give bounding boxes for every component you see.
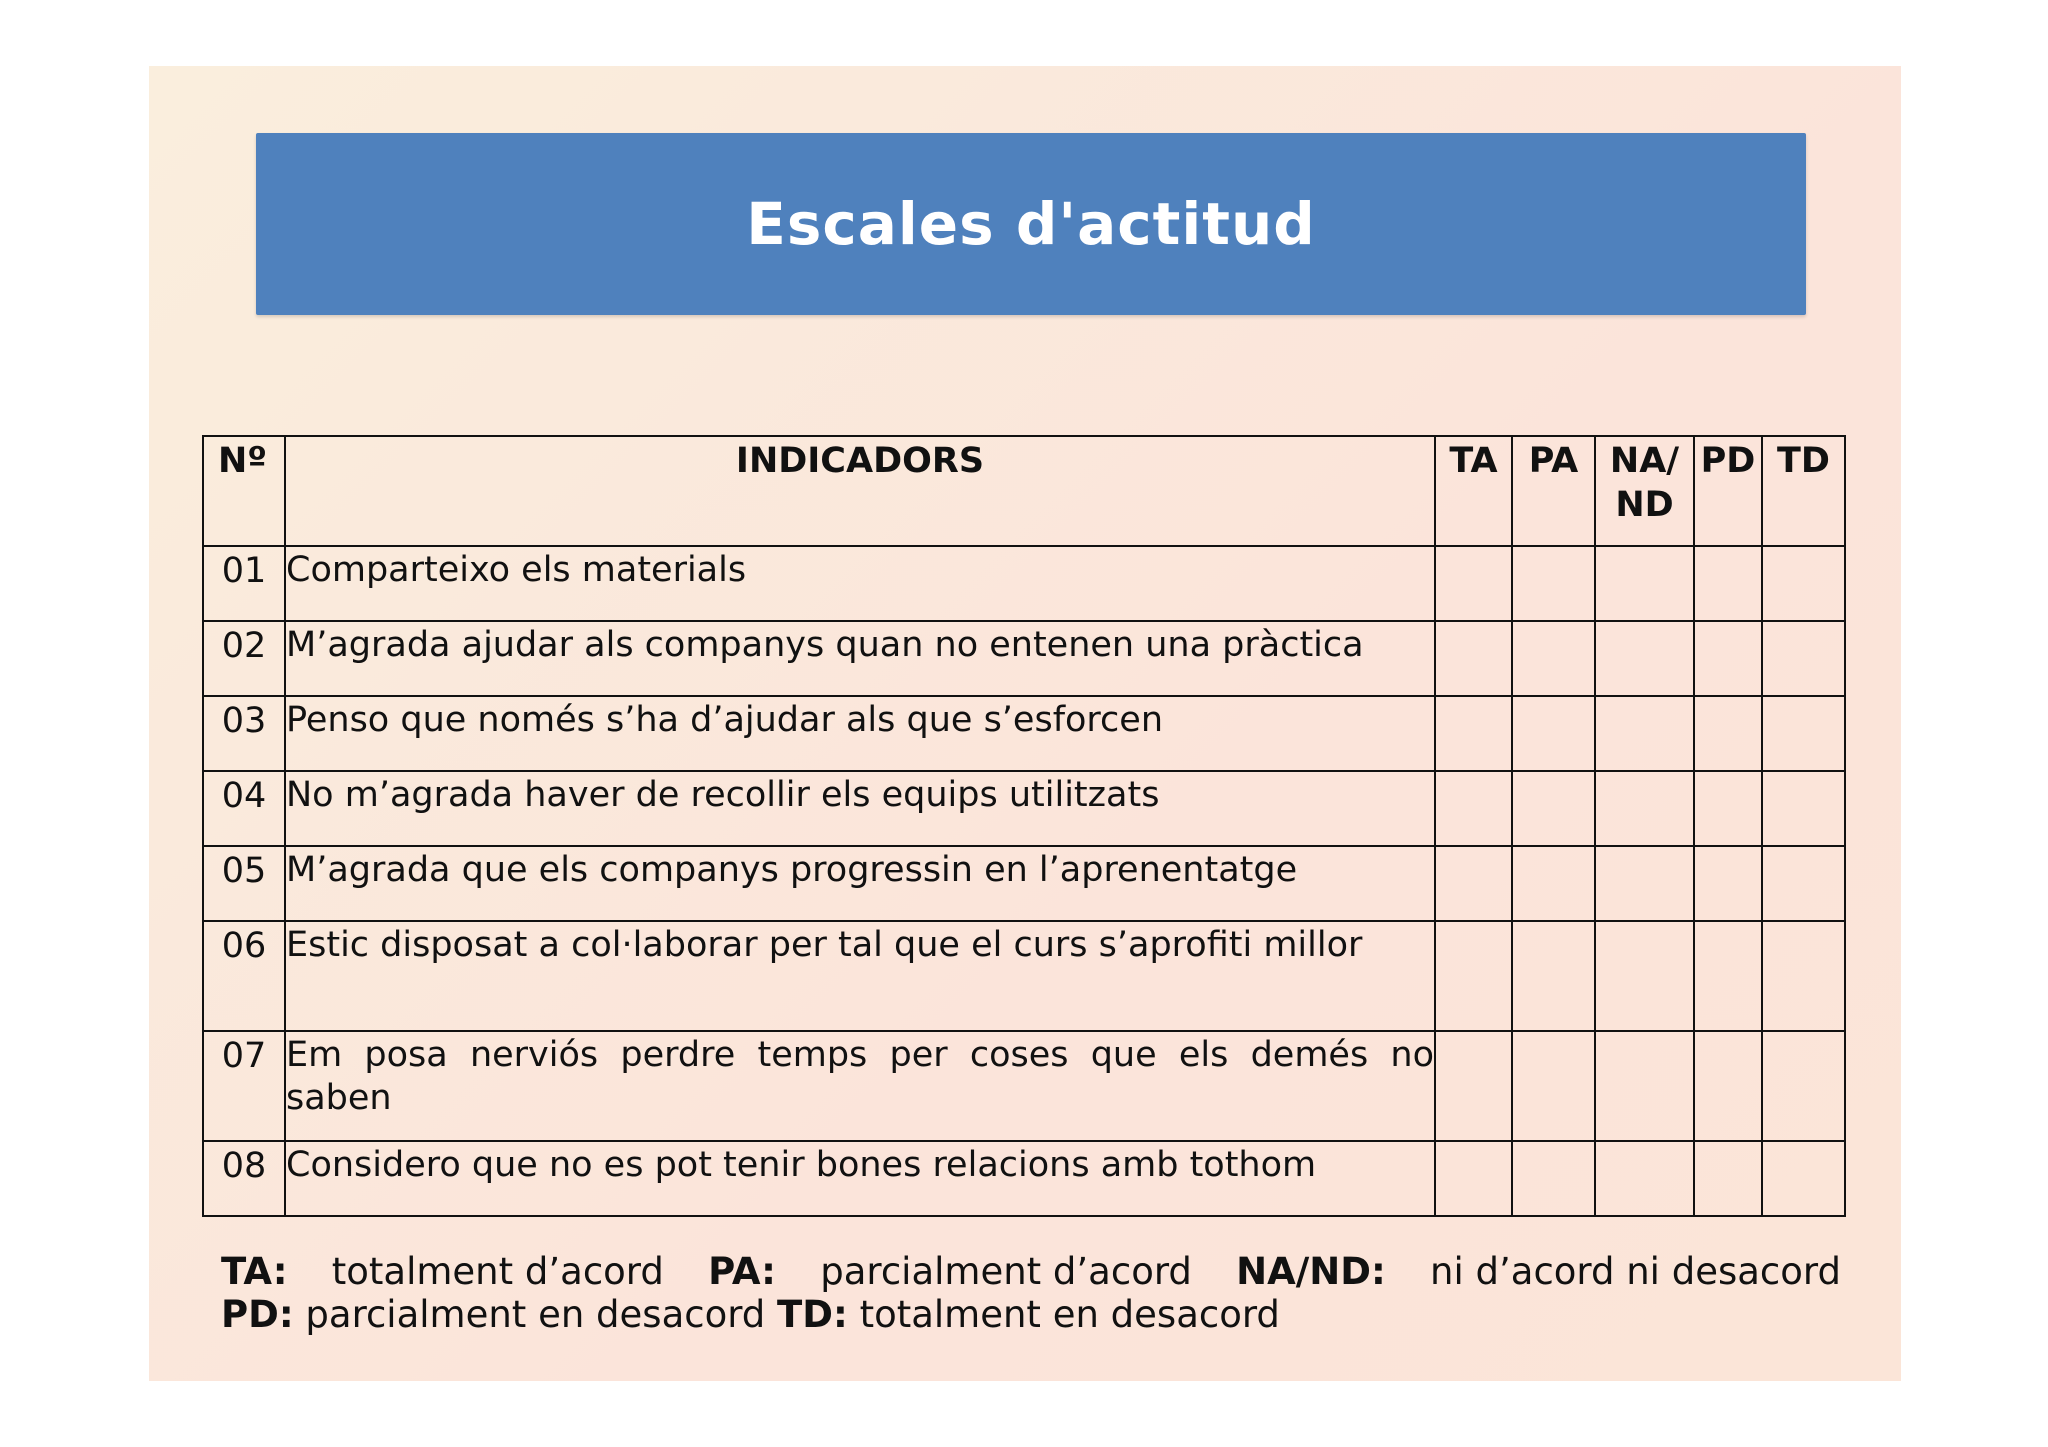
header-ta: TA [1435,436,1512,546]
table-row [203,621,1845,696]
cell-pd[interactable] [1694,921,1762,1031]
row-number: 01 [203,546,285,621]
cell-ta[interactable] [1435,1141,1512,1216]
page-title: Escales d'actitud [746,190,1316,258]
cell-na-nd[interactable] [1595,1031,1694,1141]
legend-pd-text: parcialment en desacord [305,1293,766,1336]
row-indicator: M’agrada ajudar als companys quan no entenen una pràctica [285,621,1435,696]
row-number: 07 [203,1031,285,1141]
cell-pd[interactable] [1694,546,1762,621]
row-number: 02 [203,621,285,696]
title-banner [256,133,1806,315]
legend-nand-key: NA/ND: [1236,1250,1386,1293]
row-number: 05 [203,846,285,921]
legend-pd-key: PD: [221,1293,294,1336]
row-indicator: No m’agrada haver de recollir els equips utilitzats [285,771,1435,846]
row-number: 08 [203,1141,285,1216]
cell-pd[interactable] [1694,1141,1762,1216]
header-indicators: INDICADORS [285,436,1435,546]
cell-pd[interactable] [1694,621,1762,696]
header-pa: PA [1512,436,1595,546]
cell-ta[interactable] [1435,1031,1512,1141]
legend-td-text: totalment en desacord [859,1293,1280,1336]
row-indicator: Penso que només s’ha d’ajudar als que s’esforcen [285,696,1435,771]
row-indicator: Considero que no es pot tenir bones relacions amb tothom [285,1141,1435,1216]
row-number: 06 [203,921,285,1031]
table-header-row [203,436,1845,546]
legend-line-1 [221,1250,1841,1293]
cell-ta[interactable] [1435,921,1512,1031]
table-row [203,846,1845,921]
cell-pa[interactable] [1512,921,1595,1031]
legend [221,1250,1841,1336]
cell-td[interactable] [1762,546,1845,621]
cell-na-nd[interactable] [1595,696,1694,771]
row-number: 04 [203,771,285,846]
cell-na-nd[interactable] [1595,1141,1694,1216]
header-na-nd [1595,436,1694,546]
cell-na-nd[interactable] [1595,546,1694,621]
cell-td[interactable] [1762,846,1845,921]
cell-na-nd[interactable] [1595,771,1694,846]
cell-ta[interactable] [1435,846,1512,921]
cell-td[interactable] [1762,1141,1845,1216]
cell-pa[interactable] [1512,1031,1595,1141]
table-row [203,771,1845,846]
table-row [203,696,1845,771]
cell-td[interactable] [1762,621,1845,696]
attitude-scale-table [202,435,1846,1217]
legend-pa-key: PA: [708,1250,776,1293]
table-row [203,1031,1845,1141]
header-number: Nº [203,436,285,546]
cell-td[interactable] [1762,696,1845,771]
cell-pa[interactable] [1512,1141,1595,1216]
header-na-nd-line1: NA/ [1609,441,1680,481]
cell-pa[interactable] [1512,546,1595,621]
row-indicator: Em posa nerviós perdre temps per coses que els demés no saben [285,1031,1435,1141]
header-pd: PD [1694,436,1762,546]
cell-pd[interactable] [1694,1031,1762,1141]
legend-td-key: TD: [777,1293,848,1336]
header-na-nd-line2: ND [1615,485,1674,525]
cell-ta[interactable] [1435,771,1512,846]
cell-na-nd[interactable] [1595,921,1694,1031]
table-row [203,1141,1845,1216]
row-indicator: Estic disposat a col·laborar per tal que el curs s’aprofiti millor [285,921,1435,1031]
cell-pa[interactable] [1512,621,1595,696]
legend-pa-text: parcialment d’acord [820,1250,1192,1293]
table-row [203,921,1845,1031]
legend-ta-text: totalment d’acord [331,1250,664,1293]
header-td: TD [1762,436,1845,546]
legend-ta-key: TA: [221,1250,288,1293]
cell-ta[interactable] [1435,621,1512,696]
cell-td[interactable] [1762,1031,1845,1141]
cell-ta[interactable] [1435,696,1512,771]
cell-pa[interactable] [1512,846,1595,921]
legend-line-2 [221,1293,1841,1336]
row-indicator: M’agrada que els companys progressin en l’aprenentatge [285,846,1435,921]
legend-nand-text: ni d’acord ni desacord [1430,1250,1841,1293]
table-row [203,546,1845,621]
cell-pd[interactable] [1694,696,1762,771]
cell-na-nd[interactable] [1595,846,1694,921]
cell-ta[interactable] [1435,546,1512,621]
cell-pa[interactable] [1512,696,1595,771]
cell-td[interactable] [1762,921,1845,1031]
cell-pd[interactable] [1694,846,1762,921]
cell-pd[interactable] [1694,771,1762,846]
slide [149,66,1901,1381]
cell-na-nd[interactable] [1595,621,1694,696]
cell-pa[interactable] [1512,771,1595,846]
row-number: 03 [203,696,285,771]
row-indicator: Comparteixo els materials [285,546,1435,621]
cell-td[interactable] [1762,771,1845,846]
